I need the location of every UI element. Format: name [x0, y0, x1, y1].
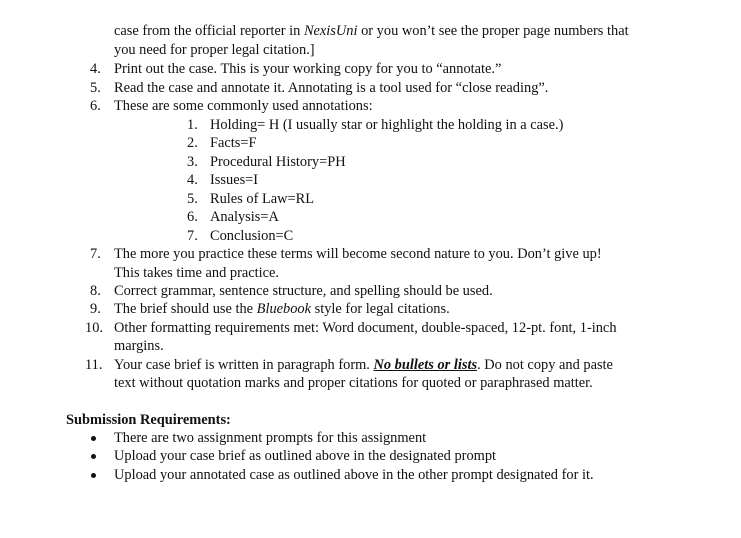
- step-number: 10.: [85, 320, 103, 336]
- annotation-item: Issues=I: [210, 172, 259, 188]
- continuation-line-2: you need for proper legal citation.]: [114, 42, 315, 58]
- step-number: 5.: [90, 80, 101, 96]
- step-number: 11.: [85, 357, 103, 373]
- continuation-text-pre: case from the official reporter in: [114, 23, 304, 39]
- annotation-number: 6.: [187, 209, 198, 225]
- source-name: NexisUni: [303, 23, 358, 39]
- annotation-item: Facts=F: [210, 135, 257, 151]
- step-text: These are some commonly used annotations:: [114, 98, 373, 114]
- submission-bullet-item: There are two assignment prompts for this assignment: [114, 430, 427, 446]
- step-number: 4.: [90, 61, 101, 77]
- step-text: Correct grammar, sentence structure, and spelling should be used.: [114, 283, 493, 299]
- step-text: [114, 300, 450, 318]
- step-text-line-1: [114, 356, 613, 374]
- emphasis-text: No bullets or lists: [373, 357, 478, 373]
- submission-heading: Submission Requirements:: [66, 412, 231, 428]
- submission-bullet-item: Upload your case brief as outlined above in the designated prompt: [114, 448, 497, 464]
- step-text-pre: The brief should use the: [114, 301, 257, 317]
- step-text-pre: Your case brief is written in paragraph form.: [114, 357, 374, 373]
- annotation-number: 5.: [187, 191, 198, 207]
- annotation-number: 1.: [187, 117, 198, 133]
- annotation-number: 4.: [187, 172, 198, 188]
- annotation-number: 3.: [187, 154, 198, 170]
- step-number: 6.: [90, 98, 101, 114]
- step-text: Read the case and annotate it. Annotating is a tool used for “close reading”.: [114, 80, 549, 96]
- bullet-icon: [91, 454, 96, 459]
- annotation-item: Conclusion=C: [210, 228, 294, 244]
- continuation-text-post: or you won’t see the proper page numbers that: [357, 23, 629, 39]
- annotation-item: Procedural History=PH: [210, 154, 346, 170]
- annotation-number: 2.: [187, 135, 198, 151]
- step-text-line-1: Other formatting requirements met: Word document, double-spaced, 12-pt. font, 1-inch: [114, 320, 617, 336]
- annotation-number: 7.: [187, 228, 198, 244]
- bullet-icon: [91, 436, 96, 441]
- submission-bullet-item: Upload your annotated case as outlined above in the other prompt designated for it.: [114, 467, 594, 483]
- step-text-line-2: margins.: [114, 338, 164, 354]
- annotation-item: Holding= H (I usually star or highlight the holding in a case.): [210, 117, 564, 133]
- step-number: 8.: [90, 283, 101, 299]
- bullet-icon: [91, 473, 96, 478]
- step-text-line-1: The more you practice these terms will become second nature to you. Don’t give up!: [114, 246, 602, 262]
- step-number: 7.: [90, 246, 101, 262]
- step-text-line-2: This takes time and practice.: [114, 265, 280, 281]
- step-text-line-2: text without quotation marks and proper citations for quoted or paraphrased matter.: [114, 375, 593, 391]
- annotation-item: Analysis=A: [210, 209, 279, 225]
- step-number: 9.: [90, 301, 101, 317]
- continuation-line-1: [114, 22, 629, 40]
- annotation-item: Rules of Law=RL: [210, 191, 315, 207]
- step-text-post: style for legal citations.: [311, 301, 450, 317]
- citation-guide-title: Bluebook: [256, 301, 312, 317]
- step-text-post: . Do not copy and paste: [477, 357, 613, 373]
- step-text: Print out the case. This is your working copy for you to “annotate.”: [114, 61, 502, 77]
